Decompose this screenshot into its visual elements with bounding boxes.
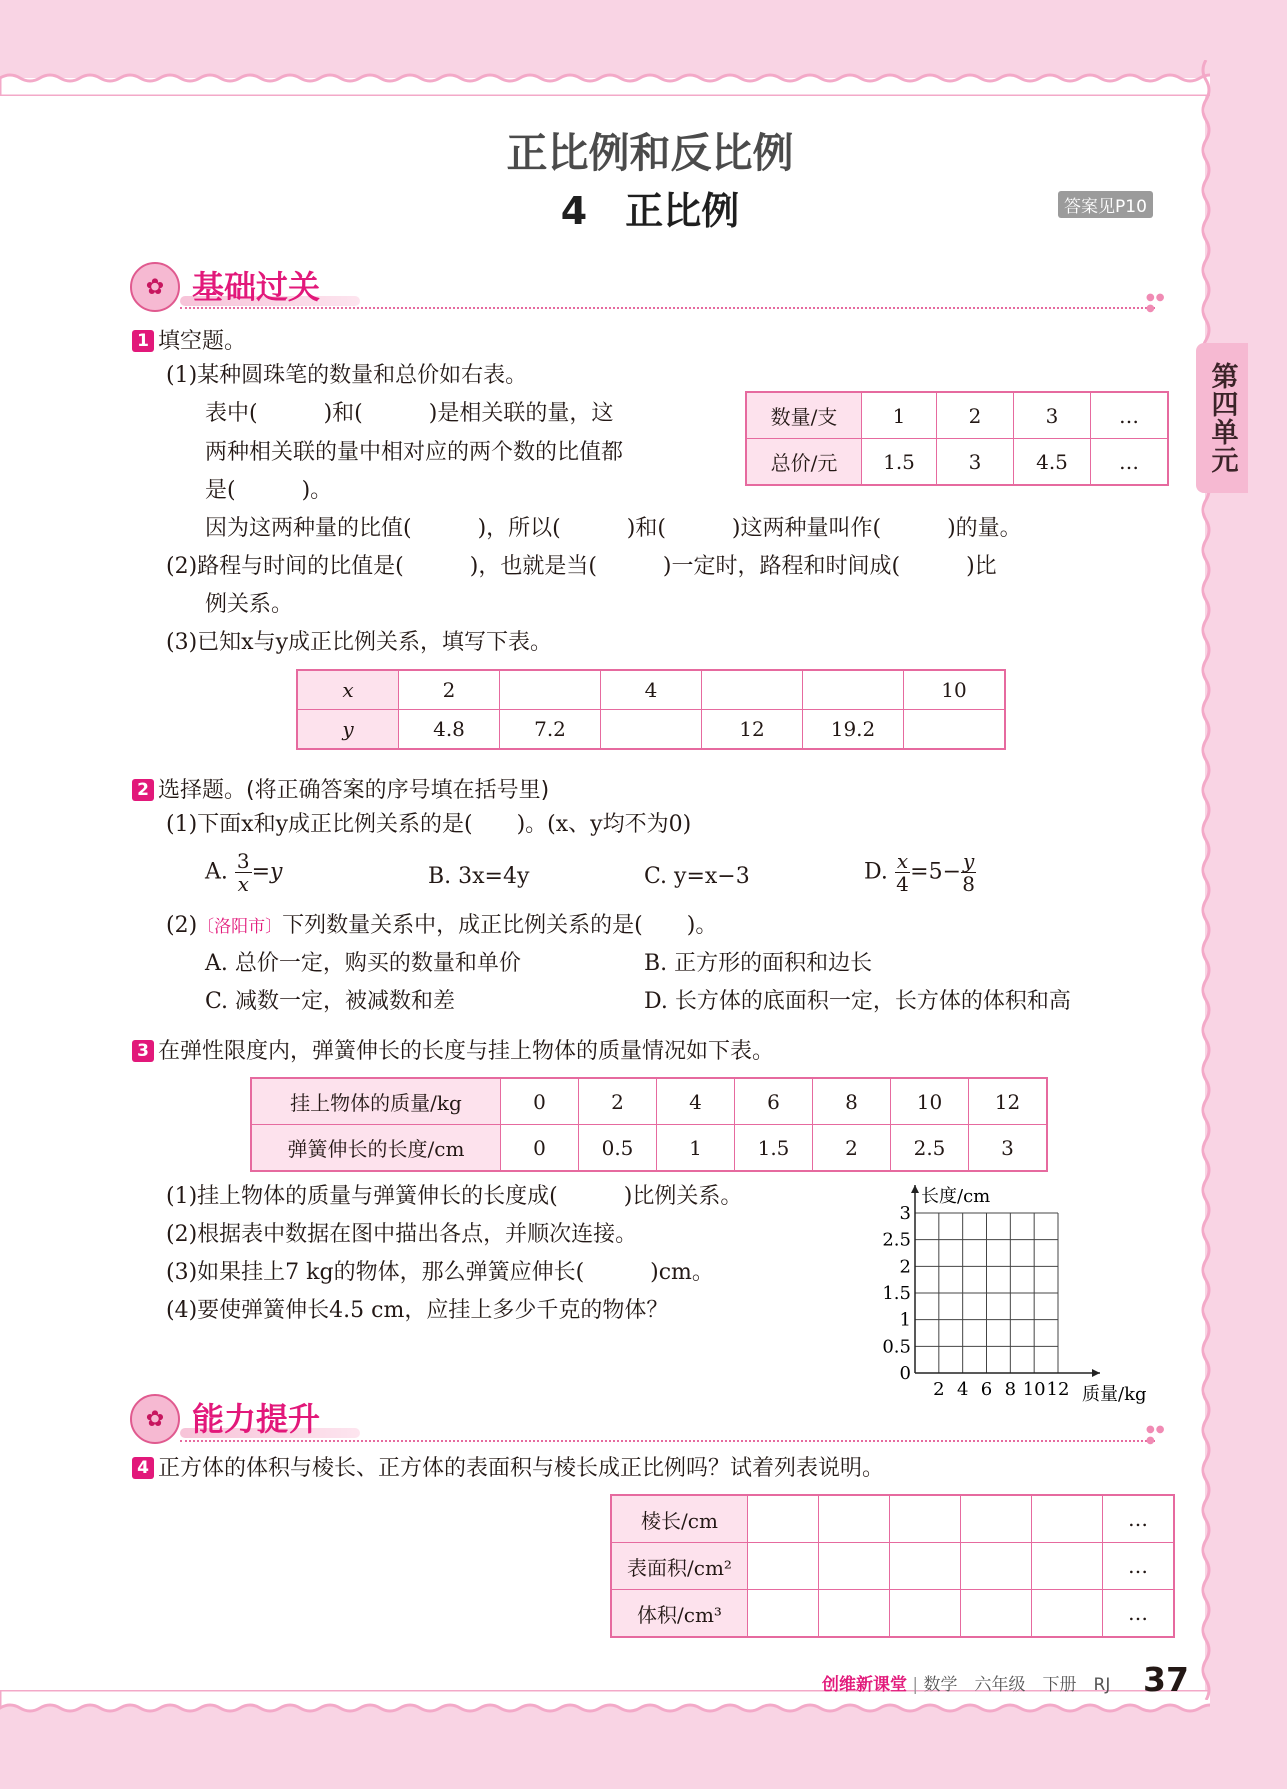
q1-p1-line4: 因为这两种量的比值( )，所以( )和( )这两种量叫作( )的量。 xyxy=(205,516,1022,541)
q2-heading-text: 选择题。 xyxy=(158,778,247,803)
chapter-title: 正比例和反比例 xyxy=(506,129,794,177)
q2-p2 xyxy=(166,913,717,940)
xy-table-cell: y xyxy=(297,710,399,750)
y-tick-label: 0.5 xyxy=(882,1336,911,1358)
q2-option-a-denominator: x xyxy=(237,872,249,896)
spring-table-cell: 1.5 xyxy=(735,1125,813,1172)
cube-table-cell: … xyxy=(1103,1590,1175,1638)
q2-heading xyxy=(132,773,549,804)
q3-p1: (1)挂上物体的质量与弹簧伸长的长度成( )比例关系。 xyxy=(166,1184,743,1209)
q1-p1-line3: 是( )。 xyxy=(205,478,333,503)
q3-number: 3 xyxy=(132,1040,154,1062)
pen-price-table xyxy=(745,391,1169,486)
x-tick-label: 12 xyxy=(1046,1379,1070,1400)
section-title-advanced: 能力提升 xyxy=(192,1400,321,1438)
q3-p2: (2)根据表中数据在图中描出各点，并顺次连接。 xyxy=(166,1222,638,1247)
cube-table-cell[interactable] xyxy=(890,1495,961,1543)
q2-option-a-prefix: A. xyxy=(205,859,228,885)
cube-table-cell[interactable] xyxy=(748,1495,819,1543)
xy-table-cell: 19.2 xyxy=(803,710,904,750)
pen-table-cell: 3 xyxy=(937,439,1014,486)
xy-table-cell[interactable] xyxy=(904,710,1006,750)
cube-table-row xyxy=(611,1543,1174,1590)
section-title-basic: 基础过关 xyxy=(192,268,321,306)
q2-note: (将正确答案的序号填在括号里) xyxy=(246,778,550,803)
q2-option-d-prefix: D. xyxy=(864,859,888,885)
xy-table-cell[interactable] xyxy=(601,710,702,750)
unit-side-tab[interactable] xyxy=(1196,343,1248,493)
cube-table-cell[interactable] xyxy=(890,1590,961,1638)
footer-brand: 创维新课堂 xyxy=(822,1675,907,1695)
xy-table-row xyxy=(297,670,1005,710)
spring-table-cell: 1 xyxy=(657,1125,735,1172)
spring-table-row xyxy=(251,1125,1047,1172)
pen-table-cell: 1 xyxy=(862,392,937,439)
footer-text: 创维新课堂 | 数学 六年级 下册 RJ xyxy=(822,1675,1111,1695)
q3-heading-text: 在弹性限度内，弹簧伸长的长度与挂上物体的质量情况如下表。 xyxy=(158,1039,775,1064)
q2-number: 2 xyxy=(132,779,154,801)
xy-table-cell: 10 xyxy=(904,670,1006,710)
xy-table-cell[interactable] xyxy=(803,670,904,710)
pen-table-cell: … xyxy=(1091,392,1169,439)
cube-table-cell: 棱长/cm xyxy=(611,1495,748,1543)
y-axis-label: 长度/cm xyxy=(921,1186,991,1207)
q2-option-d-num1: x xyxy=(896,849,909,873)
xy-table-cell: x xyxy=(297,670,399,710)
cube-table-cell: … xyxy=(1103,1495,1175,1543)
xy-table-row xyxy=(297,710,1005,750)
pen-table-cell: 4.5 xyxy=(1014,439,1091,486)
q2-p2-region-tag: 〔洛阳市〕 xyxy=(197,917,283,937)
cube-table-cell[interactable] xyxy=(961,1543,1032,1590)
top-wave-border xyxy=(0,56,1210,96)
q3-heading xyxy=(132,1039,774,1065)
spring-table-cell: 4 xyxy=(657,1078,735,1125)
divider-dots-icon: ●● ● xyxy=(1146,292,1166,314)
unit-side-tab-label: 第四单元 xyxy=(1206,362,1238,474)
q1-heading-text: 填空题。 xyxy=(158,329,247,354)
q2-p2-option-a: A. 总价一定，购买的数量和单价 xyxy=(205,951,521,976)
q2-p2-option-d: D. 长方体的底面积一定，长方体的体积和高 xyxy=(644,989,1071,1014)
pen-table-cell: … xyxy=(1091,439,1169,486)
origin-label: 0 xyxy=(899,1363,911,1384)
q2-option-c: C. y=x−3 xyxy=(644,864,750,889)
section-mascot-icon-2: ✿ xyxy=(130,1394,180,1444)
bottom-wave-border xyxy=(0,1690,1210,1730)
xy-table-cell[interactable] xyxy=(702,670,803,710)
cube-table-cell[interactable] xyxy=(748,1590,819,1638)
q2-option-a-numerator: 3 xyxy=(236,849,250,873)
spring-table-cell: 6 xyxy=(735,1078,813,1125)
q1-number: 1 xyxy=(132,330,154,352)
x-tick-label: 4 xyxy=(956,1379,969,1400)
spring-table-cell: 0.5 xyxy=(579,1125,657,1172)
q2-p2-text: 下列数量关系中，成正比例关系的是( )。 xyxy=(282,913,718,938)
cube-table-cell[interactable] xyxy=(890,1543,961,1590)
q2-option-d-den1: 4 xyxy=(896,872,909,896)
cube-measurement-table[interactable] xyxy=(610,1494,1175,1638)
spring-table-cell: 0 xyxy=(501,1078,579,1125)
x-axis-label: 质量/kg xyxy=(1082,1384,1147,1405)
pen-table-cell: 数量/支 xyxy=(746,392,862,439)
q2-option-d-mid: =5− xyxy=(910,859,962,885)
q4-heading-text: 正方体的体积与棱长、正方体的表面积与棱长成正比例吗？试着列表说明。 xyxy=(158,1456,885,1481)
cube-table-cell: 表面积/cm² xyxy=(611,1543,748,1590)
q3-p4: (4)要使弹簧伸长4.5 cm，应挂上多少千克的物体？ xyxy=(166,1298,669,1323)
cube-table-cell[interactable] xyxy=(819,1543,890,1590)
lesson-title: 4 正比例 xyxy=(560,189,740,233)
cube-table-cell[interactable] xyxy=(819,1590,890,1638)
xy-table-cell: 7.2 xyxy=(500,710,601,750)
section-mascot-icon: ✿ xyxy=(130,262,180,312)
xy-table-cell[interactable] xyxy=(500,670,601,710)
divider-dots-icon-2: ●● ● xyxy=(1146,1424,1166,1446)
cube-table-cell[interactable] xyxy=(819,1495,890,1543)
x-tick-label: 8 xyxy=(1004,1379,1017,1400)
xy-table-cell: 12 xyxy=(702,710,803,750)
y-tick-label: 2 xyxy=(899,1256,911,1278)
xy-table-cell: 4.8 xyxy=(399,710,500,750)
pen-table-cell: 3 xyxy=(1014,392,1091,439)
spring-table-cell: 2 xyxy=(813,1125,891,1172)
cube-table-cell[interactable] xyxy=(961,1495,1032,1543)
q2-option-d xyxy=(864,850,976,895)
spring-table-cell: 挂上物体的质量/kg xyxy=(251,1078,501,1125)
q2-option-a-fraction xyxy=(235,850,252,895)
q1-p2-line2: 例关系。 xyxy=(205,592,294,617)
q1-p2-line1: (2)路程与时间的比值是( )，也就是当( )一定时，路程和时间成( )比 xyxy=(166,554,997,579)
cube-table-row xyxy=(611,1590,1174,1638)
cube-table-cell: … xyxy=(1103,1543,1175,1590)
q2-option-a xyxy=(205,850,283,895)
right-wave-border xyxy=(1198,60,1228,1700)
x-tick-label: 6 xyxy=(980,1379,993,1400)
q2-option-d-num2: y xyxy=(963,849,975,873)
xy-table-cell: 4 xyxy=(601,670,702,710)
q1-p1-line1: 表中( )和( )是相关联的量，这 xyxy=(205,401,614,426)
spring-extension-table xyxy=(250,1077,1048,1172)
pen-table-cell: 1.5 xyxy=(862,439,937,486)
spring-table-cell: 8 xyxy=(813,1078,891,1125)
footer-subject: 数学 六年级 下册 RJ xyxy=(923,1675,1111,1695)
pen-table-cell: 2 xyxy=(937,392,1014,439)
q1-p1-line2: 两种相关联的量中相对应的两个数的比值都 xyxy=(205,440,624,465)
q1-p3-line: (3)已知x与y成正比例关系，填写下表。 xyxy=(166,630,553,655)
spring-table-cell: 0 xyxy=(501,1125,579,1172)
spring-table-cell: 2 xyxy=(579,1078,657,1125)
y-tick-label: 2.5 xyxy=(882,1229,911,1251)
x-tick-label: 10 xyxy=(1022,1379,1046,1400)
q2-p1: (1)下面x和y成正比例关系的是( )。(x、y均不为0) xyxy=(166,812,692,837)
q2-option-a-rhs: =y xyxy=(251,859,283,885)
q2-option-b: B. 3x=4y xyxy=(428,864,530,889)
y-axis-arrow-icon xyxy=(911,1185,919,1193)
q4-number: 4 xyxy=(132,1457,154,1479)
q2-p2-option-c: C. 减数一定，被减数和差 xyxy=(205,989,456,1014)
cube-table-cell[interactable] xyxy=(1032,1590,1103,1638)
pen-table-row xyxy=(746,392,1168,439)
q4-heading xyxy=(132,1456,884,1482)
spring-table-cell: 12 xyxy=(969,1078,1048,1125)
spring-graph-chart[interactable] xyxy=(860,1180,1160,1405)
x-axis-arrow-icon xyxy=(1092,1369,1100,1377)
q2-option-d-den2: 8 xyxy=(962,872,976,896)
page-number: 37 xyxy=(1143,1660,1189,1699)
answer-reference-badge: 答案见P10 xyxy=(1058,191,1153,218)
q2-option-d-fraction2 xyxy=(961,850,976,895)
q1-heading xyxy=(132,324,246,355)
q2-p2-option-b: B. 正方形的面积和边长 xyxy=(644,951,873,976)
spring-table-cell: 2.5 xyxy=(891,1125,969,1172)
pen-table-cell: 总价/元 xyxy=(746,439,862,486)
spring-table-cell: 3 xyxy=(969,1125,1048,1172)
spring-table-cell: 弹簧伸长的长度/cm xyxy=(251,1125,501,1172)
cube-table-cell: 体积/cm³ xyxy=(611,1590,748,1638)
spring-table-row xyxy=(251,1078,1047,1125)
section-divider xyxy=(180,307,1155,309)
section-divider-2 xyxy=(180,1440,1155,1442)
pen-table-row xyxy=(746,439,1168,486)
spring-table-cell: 10 xyxy=(891,1078,969,1125)
y-tick-label: 1 xyxy=(899,1309,911,1331)
q3-p3: (3)如果挂上7 kg的物体，那么弹簧应伸长( )cm。 xyxy=(166,1260,714,1285)
xy-table-cell: 2 xyxy=(399,670,500,710)
y-tick-label: 1.5 xyxy=(882,1283,911,1304)
x-tick-label: 2 xyxy=(933,1379,945,1400)
cube-table-cell[interactable] xyxy=(1032,1495,1103,1543)
q2-option-d-fraction1 xyxy=(895,850,910,895)
cube-table-cell[interactable] xyxy=(748,1543,819,1590)
xy-proportion-table xyxy=(296,669,1006,750)
cube-table-cell[interactable] xyxy=(1032,1543,1103,1590)
cube-table-cell[interactable] xyxy=(961,1590,1032,1638)
cube-table-row xyxy=(611,1495,1174,1543)
q1-p1-intro: (1)某种圆珠笔的数量和总价如右表。 xyxy=(166,363,528,388)
y-tick-label: 3 xyxy=(899,1203,911,1224)
q2-p2-prefix: (2) xyxy=(166,913,198,938)
